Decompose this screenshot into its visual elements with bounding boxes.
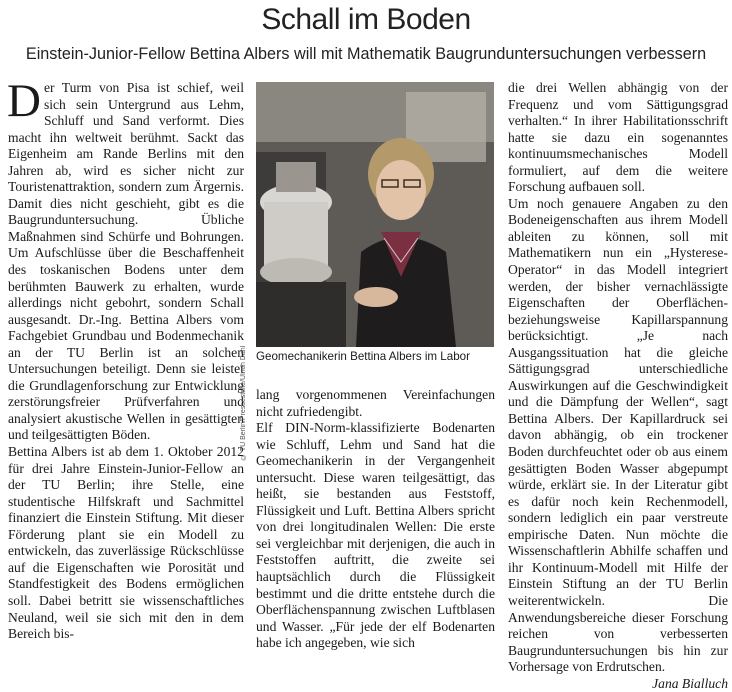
photo-caption: Geomechanikerin Bettina Albers im Labor	[256, 350, 470, 363]
column-3	[508, 80, 728, 692]
paragraph: Bettina Albers ist ab dem 1. Oktober 2012 für drei Jahre Einstein-Junior-Fellow an der TU Berlin; ihre Stelle, eine studentische Hilfskraft und Sachmittel finanziert die Einstein Stiftung. Mit dieser Förderung plant sie ein Modell zu entwickeln, das zuverlässige Rückschlüsse auf die Eigenschaften wie Porosität und Standfestigkeit des Bodens ermöglichen soll. Dabei betritt sie wissenschaftliches Neuland, weil sie sich mit den in dem Bereich bis-	[8, 444, 244, 642]
article-headline: Schall im Boden	[261, 3, 471, 36]
author-byline: Jana Bialluch	[652, 675, 728, 691]
paragraph-text: er Turm von Pisa ist schief, weil sich sein Untergrund aus Lehm, Schluff und Sand verformt. Dies macht ihn weltweit berühmt. Sackt das Eigenheim am Rande Berlins mit den Jahren ab, wird es sicher nicht zur Touristenattraktion, sondern zum Ärgernis. Damit dies nicht geschieht, gibt es die Baugrunduntersuchung. Übliche Maßnahmen sind Schürfe und Bohrungen. Um Aufschlüsse über die Beschaffenheit des toskanischen Bodens unter dem berühmten Bauwerk zu erhalten, wurde allerdings nicht gebohrt, sondern Schall ausgesandt. Dr.-Ing. Bettina Albers vom Fachgebiet Grundbau und Bodenmechanik an der TU Berlin ist an solchen Untersuchungen beteiligt. Denn sie leistet die Grundlagenforschung zur Entwicklung zerstörungsfreier Prüfverfahren und analysiert akustische Wellen in gesättigten und teilgesättigten Böden.	[8, 80, 244, 443]
paragraph: Elf DIN-Norm-klassifizierte Bodenarten wie Schluff, Lehm und Sand hat die Geomechanikerin in der Vergangenheit untersucht. Diese waren teilgesättigt, das heißt, sie bestanden aus Feststoff, Flüssigkeit und Luft. Bettina Albers spricht von drei longitudinalen Wellen: Die erste sei vergleichbar mit derjenigen, die auch in Feststoffen auftritt, die zweite sei hauptsächlich durch die Flüssigkeit bestimmt und die dritte entstehe durch die Oberflächenspannung zwischen Luftblasen und Wasser. „Für jede der elf Bodenarten habe ich angegeben, wie sich	[256, 420, 495, 651]
photo-credit: © TU Berlin/Pressestelle/Ulrich Dahl	[240, 345, 247, 460]
lab-photo-illustration	[256, 82, 494, 347]
paragraph	[7, 75, 244, 444]
paragraph: die drei Wellen abhängig von der Frequenz und vom Sättigungsgrad verhalten.“ In ihrer Habilitationsschrift hatte sie dazu ein sogenanntes kontinuumsmechanisches Modell formuliert, auf dem die weitere Forschung aufbauen soll.	[508, 80, 728, 195]
column-2	[256, 387, 495, 652]
column-1	[7, 75, 244, 643]
drop-cap: D	[7, 75, 41, 127]
paragraph: lang vorgenommenen Vereinfachungen nicht zufriedengibt.	[256, 387, 495, 419]
paragraph: Um noch genauere Angaben zu den Bodeneigenschaften aus ihrem Modell ableiten zu können, soll mit Mathematikern nun ein „Hysterese-Operator“ in das Modell integriert werden, der bisher vernachlässigte Eigenschaften der Oberflächen- beziehungsweise Kapillarspannung berücksichtigt. „Je nach Ausgangssituation hat die gleiche Sättigungsgrad unterschiedliche Auswirkungen auf die Geschwindigkeit und die Dämpfung der Wellen“, sagt Bettina Albers. Der Kapillardruck sei davon abhängig, ob ein trockener Boden durchfeuchtet oder ob aus einem gesättigten Boden Wasser abgepumpt würde, erklärt sie. In der Literatur gibt es dafür noch kein Rechenmodell, sondern lediglich ein paar verstreute empirische Daten. Nun möchte die Wissenschaftlerin Abhilfe schaffen und ihr Kontinuum-Modell mit Hilfe der Einstein Stiftung an der TU Berlin weiterentwickeln. Die Anwendungsbereiche dieser Forschung reichen von verbesserten Baugrunduntersuchungen bis hin zur Vorhersage von Erdrutschen.	[508, 195, 728, 675]
article-subheadline: Einstein-Junior-Fellow Bettina Albers will mit Mathematik Baugrunduntersuchungen verbessern	[25, 45, 707, 63]
portrait-photo	[256, 82, 494, 347]
